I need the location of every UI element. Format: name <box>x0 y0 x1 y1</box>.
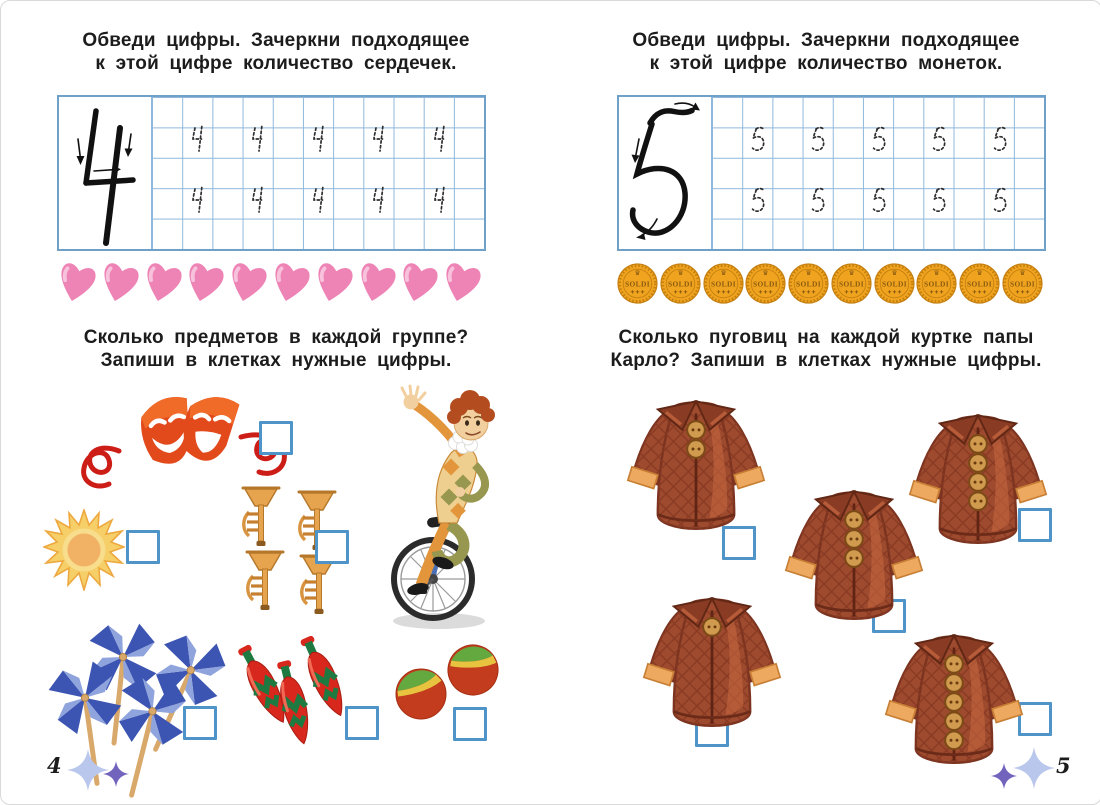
answer-box-pinwheels[interactable] <box>183 706 217 740</box>
jacket-bottom-right <box>879 623 1029 773</box>
svg-text:✚ ✚ ✚: ✚ ✚ ✚ <box>887 289 901 295</box>
title-line: Обведи цифры. Зачеркни подходящее <box>82 30 470 51</box>
svg-text:SOLDI: SOLDI <box>710 279 736 289</box>
coin-crown-icon: ♛ <box>1019 270 1026 278</box>
page-5 <box>551 1 1100 804</box>
page-4 <box>1 1 551 804</box>
svg-text:✚ ✚ ✚: ✚ ✚ ✚ <box>758 289 773 295</box>
harlequin-unicycle-figure <box>367 383 517 633</box>
jacket-bottom-left <box>637 586 787 736</box>
svg-text:SOLDI: SOLDI <box>753 279 779 289</box>
svg-text:SOLDI: SOLDI <box>624 279 651 289</box>
svg-text:✚ ✚ ✚: ✚ ✚ ✚ <box>972 289 987 295</box>
svg-text:SOLDI: SOLDI <box>924 279 950 289</box>
coin-crown-icon: ♛ <box>719 270 727 278</box>
svg-text:SOLDI: SOLDI <box>967 279 993 289</box>
question-line: Запиши в клетках нужные цифры. <box>100 350 452 371</box>
question-line: Сколько пуговиц на каждой куртке папы <box>618 327 1034 348</box>
svg-text:✚ ✚ ✚: ✚ ✚ ✚ <box>801 289 816 295</box>
title-line: Обведи цифры. Зачеркни подходящее <box>632 30 1020 51</box>
trumpet-icon <box>242 549 288 613</box>
trumpet-icon <box>238 485 284 549</box>
jacket-buttons <box>845 511 863 567</box>
coin-crown-icon: ♛ <box>976 270 983 278</box>
svg-text:✚ ✚ ✚: ✚ ✚ ✚ <box>1015 289 1030 295</box>
star-icon <box>103 761 129 787</box>
answer-box-trumpets[interactable] <box>315 530 349 564</box>
coin-crown-icon: ♛ <box>762 270 769 278</box>
balls-group <box>394 643 504 733</box>
coin-crown-icon: ♛ <box>933 270 940 278</box>
jacket-top-right <box>903 403 1053 553</box>
title-line: к этой цифре количество сердечек. <box>95 53 457 74</box>
jacket-buttons <box>703 618 721 636</box>
page-number-5: 5 <box>1056 753 1071 778</box>
coin-crown-icon: ♛ <box>805 270 812 278</box>
ball-icon <box>440 637 507 704</box>
svg-text:✚ ✚ ✚: ✚ ✚ ✚ <box>630 289 645 295</box>
svg-text:✚ ✚ ✚: ✚ ✚ ✚ <box>929 289 944 295</box>
svg-text:✚ ✚ ✚: ✚ ✚ ✚ <box>716 289 730 295</box>
svg-text:✚ ✚ ✚: ✚ ✚ ✚ <box>844 289 859 295</box>
jacket-buttons <box>945 655 963 749</box>
jacket-top-left <box>621 389 771 539</box>
coin-crown-icon: ♛ <box>891 270 898 278</box>
question-line: Карло? Запиши в клетках нужные цифры. <box>610 350 1042 371</box>
title-line: к этой цифре количество монеток. <box>649 53 1003 74</box>
svg-text:SOLDI: SOLDI <box>1009 279 1035 289</box>
answer-box-clubs[interactable] <box>345 706 379 740</box>
answer-box-masks[interactable] <box>259 421 293 455</box>
question-line: Сколько предметов в каждой группе? <box>83 327 469 348</box>
coin-crown-icon: ♛ <box>634 270 641 278</box>
page-number-4: 4 <box>47 753 62 778</box>
sun-figure <box>43 509 125 591</box>
page-5-activity <box>551 1 1100 804</box>
ball-icon <box>394 667 448 721</box>
answer-box-balls[interactable] <box>453 707 487 741</box>
star-icon <box>1013 747 1055 789</box>
svg-text:SOLDI: SOLDI <box>796 279 822 289</box>
page-4-activity <box>1 1 551 804</box>
coin-crown-icon: ♛ <box>677 270 684 278</box>
svg-text:✚ ✚ ✚: ✚ ✚ ✚ <box>673 289 688 295</box>
svg-text:SOLDI: SOLDI <box>838 279 864 289</box>
juggling-clubs-group <box>244 633 354 753</box>
svg-text:SOLDI: SOLDI <box>667 279 693 289</box>
coin-crown-icon: ♛ <box>848 270 855 278</box>
answer-box-sun[interactable] <box>126 530 160 564</box>
svg-text:SOLDI: SOLDI <box>881 279 907 289</box>
